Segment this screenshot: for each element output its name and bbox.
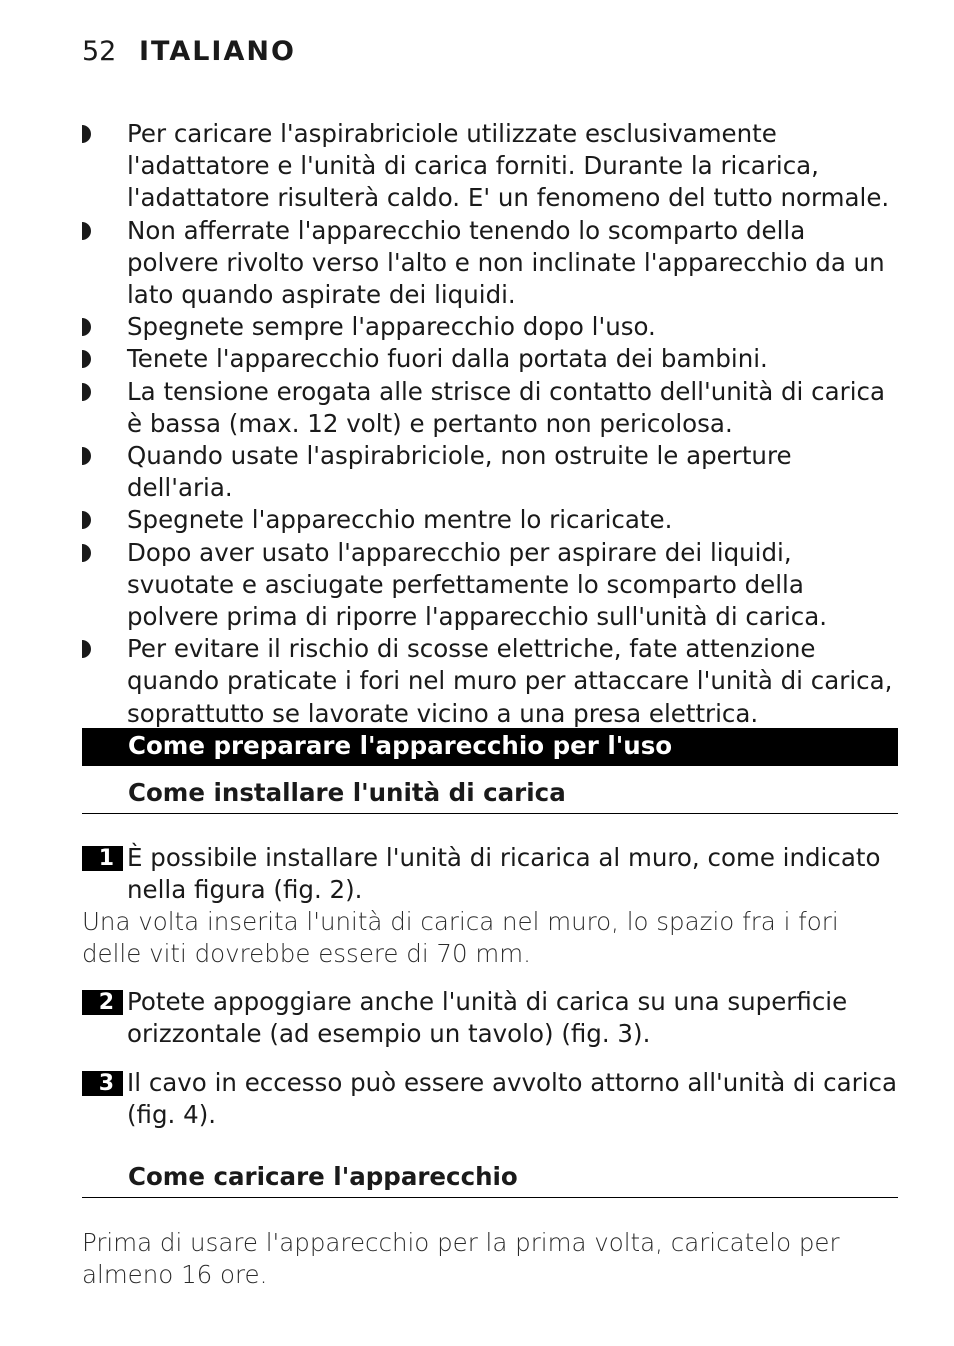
page-number: 52 <box>82 36 117 67</box>
bullet-text: Per caricare l'aspirabriciole utilizzate esclusivamente l'adattatore e l'unità di carica forniti. Durante la ricarica, l'adattatore risulterà caldo. E' un fenomeno del tutto normale. <box>127 119 890 213</box>
step-3 <box>82 1067 898 1131</box>
page-header <box>82 36 296 67</box>
step-2 <box>82 986 898 1050</box>
step-number-badge: 3 <box>82 1071 123 1096</box>
step-text: Il cavo in eccesso può essere avvolto attorno all'unità di carica (fig. 4). <box>127 1068 898 1130</box>
list-item <box>82 343 898 375</box>
bullet-icon <box>82 544 91 562</box>
install-note: Una volta inserita l'unità di carica nel muro, lo spazio fra i fori delle viti dovrebbe essere di 70 mm. <box>82 907 839 969</box>
charge-heading: Come caricare l'apparecchio <box>82 1162 898 1198</box>
bullet-icon <box>82 640 91 658</box>
bullet-icon <box>82 318 91 336</box>
list-item <box>82 311 898 343</box>
bullet-text: Spegnete sempre l'apparecchio dopo l'uso. <box>127 312 656 342</box>
bullet-text: Spegnete l'apparecchio mentre lo ricaricate. <box>127 505 673 535</box>
install-heading: Come installare l'unità di carica <box>82 778 898 814</box>
bullet-text: Quando usate l'aspirabriciole, non ostruite le aperture dell'aria. <box>127 441 792 503</box>
list-item <box>82 215 898 312</box>
bullet-text: Non afferrate l'apparecchio tenendo lo scomparto della polvere rivolto verso l'alto e non inclinate l'apparecchio da un lato quando aspirate dei liquidi. <box>127 215 885 310</box>
bullet-text: La tensione erogata alle strisce di contatto dell'unità di carica è bassa (max. 12 volt) e pertanto non pericolosa. <box>127 376 885 438</box>
list-item <box>82 537 898 634</box>
bullet-text: Tenete l'apparecchio fuori dalla portata dei bambini. <box>127 344 768 374</box>
bullet-icon <box>82 511 91 529</box>
step-1 <box>82 842 898 906</box>
bullet-text: Dopo aver usato l'apparecchio per aspirare dei liquidi, svuotate e asciugate perfettamente lo scomparto della polvere prima di riporre l'apparecchio sull'unità di carica. <box>127 537 828 632</box>
section-title-bar: Come preparare l'apparecchio per l'uso <box>82 728 898 766</box>
bullet-icon <box>82 125 91 143</box>
bullet-text: Per evitare il rischio di scosse elettriche, fate attenzione quando praticate i fori nel muro per attaccare l'unità di carica, soprattutto se lavorate vicino a una presa elettrica. <box>127 634 893 728</box>
step-text: È possibile installare l'unità di ricarica al muro, come indicato nella figura (fig. 2). <box>127 843 881 905</box>
list-item <box>82 376 898 440</box>
bullet-icon <box>82 383 91 401</box>
bullet-icon <box>82 447 91 465</box>
safety-bullet-list <box>82 118 898 730</box>
charge-text: Prima di usare l'apparecchio per la prima volta, caricatelo per almeno 16 ore. <box>82 1228 840 1290</box>
list-item <box>82 440 898 504</box>
step-number-badge: 2 <box>82 990 123 1015</box>
step-text: Potete appoggiare anche l'unità di carica su una superficie orizzontale (ad esempio un tavolo) (fig. 3). <box>127 987 848 1049</box>
step-number-badge: 1 <box>82 846 123 871</box>
list-item <box>82 504 898 536</box>
bullet-icon <box>82 222 91 240</box>
bullet-icon <box>82 350 91 368</box>
language-label: ITALIANO <box>138 36 296 67</box>
list-item <box>82 633 898 730</box>
list-item <box>82 118 898 215</box>
